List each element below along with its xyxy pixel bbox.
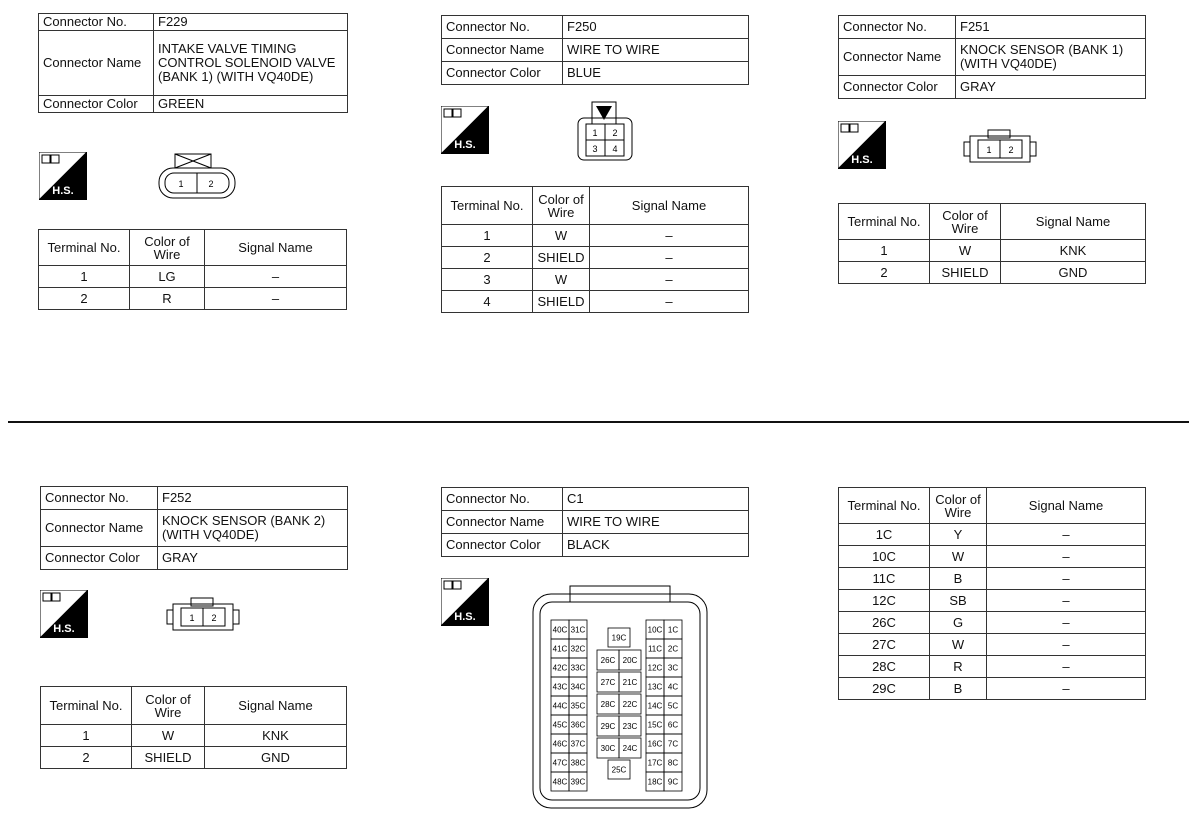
connector-face-c1 <box>532 582 708 810</box>
svg-text:4: 4 <box>612 144 618 154</box>
svg-text:2: 2 <box>612 128 618 138</box>
label-connector-no: Connector No. <box>442 488 563 511</box>
cavity-label: 48C <box>552 777 568 787</box>
cavity-label: 36C <box>570 720 586 730</box>
cavity-label: 21C <box>622 678 638 687</box>
table-row: 11C B – <box>839 568 1146 590</box>
label-connector-name: Connector Name <box>442 39 563 62</box>
header-signal-name: Signal Name <box>205 687 347 725</box>
table-row: 2 SHIELD GND <box>839 262 1146 284</box>
terminal-table-f229 <box>38 229 347 310</box>
connector-info-f250 <box>441 15 749 85</box>
svg-text:2: 2 <box>211 613 217 623</box>
table-row: 1 W KNK <box>41 725 347 747</box>
label-connector-color: Connector Color <box>839 76 956 99</box>
svg-text:H.S.: H.S. <box>851 154 873 166</box>
connector-face-f229 <box>157 152 237 200</box>
cavity-label: 24C <box>622 744 638 753</box>
cavity-label: 19C <box>611 633 627 643</box>
connector-name: WIRE TO WIRE <box>563 39 749 62</box>
terminal-table-f251 <box>838 203 1146 284</box>
cavity-label: 41C <box>552 644 568 654</box>
terminal-table-f252 <box>40 686 347 769</box>
svg-text:1: 1 <box>178 179 184 189</box>
label-connector-no: Connector No. <box>442 16 563 39</box>
table-row: 3 W – <box>442 269 749 291</box>
header-signal-name: Signal Name <box>590 187 749 225</box>
table-row: 1 LG – <box>39 266 347 288</box>
label-connector-name: Connector Name <box>839 39 956 76</box>
section-divider <box>8 421 1189 423</box>
header-color-of-wire: Color of Wire <box>130 230 205 266</box>
header-color-of-wire: Color of Wire <box>930 488 987 524</box>
table-row: 1 W KNK <box>839 240 1146 262</box>
cavity-label: 37C <box>570 739 586 749</box>
label-connector-no: Connector No. <box>839 16 956 39</box>
header-signal-name: Signal Name <box>1001 204 1146 240</box>
hs-icon <box>39 152 87 200</box>
cavity-label: 2C <box>667 644 679 654</box>
table-row: 1 W – <box>442 225 749 247</box>
connector-color: GREEN <box>154 96 348 113</box>
cavity-label: 10C <box>647 625 663 635</box>
cavity-label: 22C <box>622 700 638 709</box>
hs-icon <box>838 121 886 169</box>
connector-face-f250 <box>576 100 636 162</box>
header-terminal-no: Terminal No. <box>39 230 130 266</box>
label-connector-no: Connector No. <box>41 487 158 510</box>
hs-icon <box>441 106 489 154</box>
hs-icon <box>441 578 489 626</box>
connector-no: F251 <box>956 16 1146 39</box>
svg-text:H.S.: H.S. <box>52 185 74 197</box>
header-signal-name: Signal Name <box>987 488 1146 524</box>
connector-color: GRAY <box>956 76 1146 99</box>
cavity-label: 13C <box>647 682 663 692</box>
connector-name: INTAKE VALVE TIMING CONTROL SOLENOID VALVE (BANK 1) (WITH VQ40DE) <box>154 31 348 96</box>
cavity-label: 43C <box>552 682 568 692</box>
cavity-label: 29C <box>600 722 616 731</box>
label-connector-color: Connector Color <box>41 547 158 570</box>
cavity-label: 18C <box>647 777 663 787</box>
cavity-label: 9C <box>667 777 679 787</box>
cavity-label: 20C <box>622 656 638 665</box>
table-row: 27C W – <box>839 634 1146 656</box>
cavity-label: 11C <box>647 644 663 654</box>
label-connector-name: Connector Name <box>39 31 154 96</box>
table-row: 28C R – <box>839 656 1146 678</box>
cavity-label: 7C <box>667 739 679 749</box>
cavity-label: 42C <box>552 663 568 673</box>
svg-text:3: 3 <box>592 144 598 154</box>
header-color-of-wire: Color of Wire <box>533 187 590 225</box>
cavity-label: 47C <box>552 758 568 768</box>
table-row: 12C SB – <box>839 590 1146 612</box>
cavity-label: 1C <box>667 625 679 635</box>
header-terminal-no: Terminal No. <box>41 687 132 725</box>
hs-icon <box>40 590 88 638</box>
cavity-label: 17C <box>647 758 663 768</box>
header-terminal-no: Terminal No. <box>442 187 533 225</box>
label-connector-name: Connector Name <box>41 510 158 547</box>
table-row: 2 SHIELD – <box>442 247 749 269</box>
cavity-label: 40C <box>552 625 568 635</box>
connector-info-c1 <box>441 487 749 557</box>
connector-face-f252 <box>165 596 241 634</box>
connector-no: F252 <box>158 487 348 510</box>
cavity-label: 14C <box>647 701 663 711</box>
svg-text:2: 2 <box>1008 145 1014 155</box>
cavity-label: 6C <box>667 720 679 730</box>
svg-text:H.S.: H.S. <box>53 623 75 635</box>
table-row: 1C Y – <box>839 524 1146 546</box>
cavity-label: 26C <box>600 656 616 665</box>
cavity-label: 12C <box>647 663 663 673</box>
cavity-label: 35C <box>570 701 586 711</box>
cavity-label: 46C <box>552 739 568 749</box>
svg-text:1: 1 <box>592 128 598 138</box>
terminal-table-c1 <box>838 487 1146 700</box>
connector-info-f251 <box>838 15 1146 99</box>
svg-text:H.S.: H.S. <box>454 139 476 151</box>
label-connector-no: Connector No. <box>39 14 154 31</box>
cavity-label: 38C <box>570 758 586 768</box>
cavity-label: 33C <box>570 663 586 673</box>
connector-name: WIRE TO WIRE <box>563 511 749 534</box>
connector-no: F229 <box>154 14 348 31</box>
cavity-label: 27C <box>600 678 616 687</box>
table-row: 10C W – <box>839 546 1146 568</box>
label-connector-name: Connector Name <box>442 511 563 534</box>
svg-text:2: 2 <box>208 179 214 189</box>
label-connector-color: Connector Color <box>442 534 563 557</box>
cavity-label: 3C <box>667 663 679 673</box>
connector-color: BLACK <box>563 534 749 557</box>
connector-no: F250 <box>563 16 749 39</box>
svg-text:1: 1 <box>986 145 992 155</box>
table-row: 2 SHIELD GND <box>41 747 347 769</box>
header-color-of-wire: Color of Wire <box>132 687 205 725</box>
header-signal-name: Signal Name <box>205 230 347 266</box>
cavity-label: 5C <box>667 701 679 711</box>
connector-name: KNOCK SENSOR (BANK 2) (WITH VQ40DE) <box>158 510 348 547</box>
cavity-label: 23C <box>622 722 638 731</box>
cavity-label: 25C <box>611 765 627 775</box>
table-row: 29C B – <box>839 678 1146 700</box>
cavity-label: 16C <box>647 739 663 749</box>
table-row: 4 SHIELD – <box>442 291 749 313</box>
cavity-label: 8C <box>667 758 679 768</box>
svg-text:1: 1 <box>189 613 195 623</box>
header-terminal-no: Terminal No. <box>839 204 930 240</box>
cavity-label: 30C <box>600 744 616 753</box>
connector-info-f252 <box>40 486 348 570</box>
cavity-label: 34C <box>570 682 586 692</box>
table-row: 2 R – <box>39 288 347 310</box>
terminal-table-f250 <box>441 186 749 313</box>
table-row: 26C G – <box>839 612 1146 634</box>
header-color-of-wire: Color of Wire <box>930 204 1001 240</box>
cavity-label: 4C <box>667 682 679 692</box>
connector-name: KNOCK SENSOR (BANK 1) (WITH VQ40DE) <box>956 39 1146 76</box>
connector-no: C1 <box>563 488 749 511</box>
cavity-label: 28C <box>600 700 616 709</box>
cavity-label: 15C <box>647 720 663 730</box>
connector-color: GRAY <box>158 547 348 570</box>
header-terminal-no: Terminal No. <box>839 488 930 524</box>
label-connector-color: Connector Color <box>39 96 154 113</box>
cavity-label: 45C <box>552 720 568 730</box>
label-connector-color: Connector Color <box>442 62 563 85</box>
connector-color: BLUE <box>563 62 749 85</box>
connector-face-f251 <box>962 128 1038 166</box>
connector-info-f229 <box>38 13 348 113</box>
cavity-label: 39C <box>570 777 586 787</box>
cavity-label: 44C <box>552 701 568 711</box>
cavity-label: 32C <box>570 644 586 654</box>
svg-text:H.S.: H.S. <box>454 611 476 623</box>
cavity-label: 31C <box>570 625 586 635</box>
